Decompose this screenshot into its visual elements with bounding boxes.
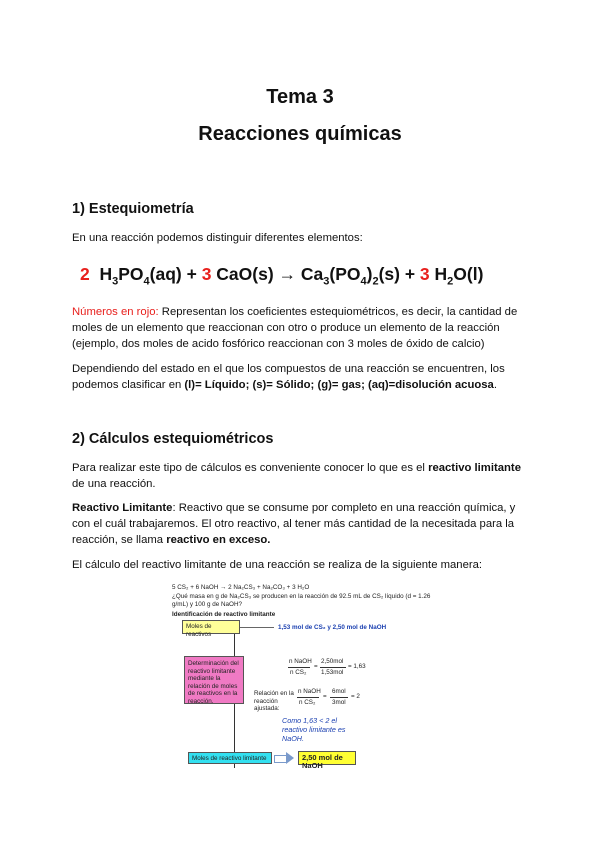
arrow-head-icon: [286, 752, 294, 764]
ratio-equals: =: [314, 663, 318, 670]
chemical-equation: [80, 264, 540, 288]
p2-bold2: reactivo en exceso.: [166, 534, 271, 546]
page-title: Tema 3: [266, 86, 334, 108]
section2-heading: 2) Cálculos estequiométricos: [72, 431, 274, 447]
conclusion-text: Como 1,63 < 2 el reactivo limitante es NaOH.: [282, 716, 346, 743]
coef-2: 3: [201, 264, 212, 284]
eq-part: H: [99, 264, 113, 284]
rel-num-value: 6mol: [332, 688, 346, 695]
limiting-value-box: 2,50 mol de NaOH: [298, 751, 356, 765]
ratio-line-2: [320, 667, 346, 668]
red-numbers-paragraph: [72, 304, 530, 352]
arrow-line: [240, 627, 274, 628]
p2-bold: Reactivo Limitante: [72, 502, 173, 514]
rel-num-label: n NaOH: [298, 688, 321, 695]
eq-part: PO: [118, 264, 144, 284]
eq-sub: 4: [143, 275, 150, 288]
eq-sub: 2: [447, 275, 454, 288]
section1-intro: En una reacción podemos distinguir diferentes elementos:: [72, 232, 363, 244]
rel-result: = 2: [351, 693, 360, 700]
eq-part: H: [429, 264, 448, 284]
eq-part: O(l): [453, 264, 484, 284]
red-text: Representan los coeficientes estequiométricos, es decir, la cantidad de moles de un elemento que reaccionan con otro o produce un elemento de la reacción (ejemplo, dos moles de acido fosfórico reaccionan con 3 moles de óxido de calcio): [72, 306, 518, 350]
limiting-moles-box: Moles de reactivo limitante: [188, 752, 272, 764]
p2-text: : Reactivo que se consume por completo en una reacción química, y con el cuál trabajaremos. El otro reactivo, al tener más cantidad de la necesitada para la reacción, se llama: [72, 502, 516, 546]
moles-values: 1,53 mol de CS₂ y 2,50 mol de NaOH: [278, 624, 387, 631]
p1-end: de una reacción.: [72, 478, 156, 490]
diagram-header: Identificación de reactivo limitante: [172, 611, 276, 618]
ratio-den-value: 1,53mol: [321, 669, 344, 676]
limiting-reagent-diagram: [168, 584, 438, 794]
rel-den-label: n CS₂: [299, 699, 316, 706]
coef-1: 2: [80, 264, 90, 284]
eq-part: (PO: [329, 264, 361, 284]
eq-sub: 4: [360, 275, 367, 288]
limiting-intro-paragraph: [72, 460, 530, 492]
rel-line-2: [330, 697, 348, 698]
eq-part: (aq) +: [149, 264, 202, 284]
rel-line: [297, 697, 319, 698]
ratio-result: = 1,63: [348, 663, 366, 670]
calculation-intro: El cálculo del reactivo limitante de una reacción se realiza de la siguiente manera:: [72, 559, 483, 571]
states-paragraph: [72, 361, 530, 393]
diagram-question: ¿Qué masa en g de Na₂CS₃ se producen en la reacción de 92.5 mL de CS₂ líquido (d = 1.26 g/mL) y 100 g de NaOH?: [172, 593, 431, 608]
eq-sub: 2: [372, 275, 379, 288]
eq-part: ): [366, 264, 373, 284]
diagram-equation: 5 CS₂ + 6 NaOH → 2 Na₂CS₃ + Na₂CO₃ + 3 H₂O: [172, 584, 310, 591]
eq-sub: 3: [323, 275, 330, 288]
rel-den-value: 3mol: [332, 699, 346, 706]
states-bold: (l)= Líquido; (s)= Sólido; (g)= gas; (aq)=disolución acuosa: [184, 379, 494, 391]
ratio-den-label: n CS₂: [290, 669, 307, 676]
eq-sub: 3: [112, 275, 119, 288]
states-end: .: [493, 379, 497, 391]
rel-equals: =: [323, 693, 327, 700]
section1-heading: 1) Estequiometría: [72, 201, 194, 217]
p1-text: Para realizar este tipo de cálculos es conveniente conocer lo que es el: [72, 462, 429, 474]
moles-reactivos-box: Moles de reactivos: [182, 620, 240, 634]
p1-bold: reactivo limitante: [428, 462, 521, 474]
eq-part: (s) +: [378, 264, 420, 284]
red-label: Números en rojo:: [72, 306, 159, 318]
eq-part: CaO(s) → Ca: [211, 264, 324, 284]
coef-3: 3: [419, 264, 430, 284]
states-text: Dependiendo del estado en el que los compuestos de una reacción se encuentren, los podemos clasificar en: [72, 363, 505, 391]
page-subtitle: Reacciones químicas: [198, 123, 402, 145]
limiting-definition-paragraph: [72, 500, 530, 548]
ratio-num-value: 2,50mol: [321, 658, 344, 665]
ratio-line: [288, 667, 310, 668]
ratio-num-label: n NaOH: [289, 658, 312, 665]
determination-box: Determinación del reactivo limitante mediante la relación de moles de reactivos en la reacción.: [184, 656, 244, 704]
relation-label: Relación en la reacción ajustada:: [254, 690, 294, 712]
